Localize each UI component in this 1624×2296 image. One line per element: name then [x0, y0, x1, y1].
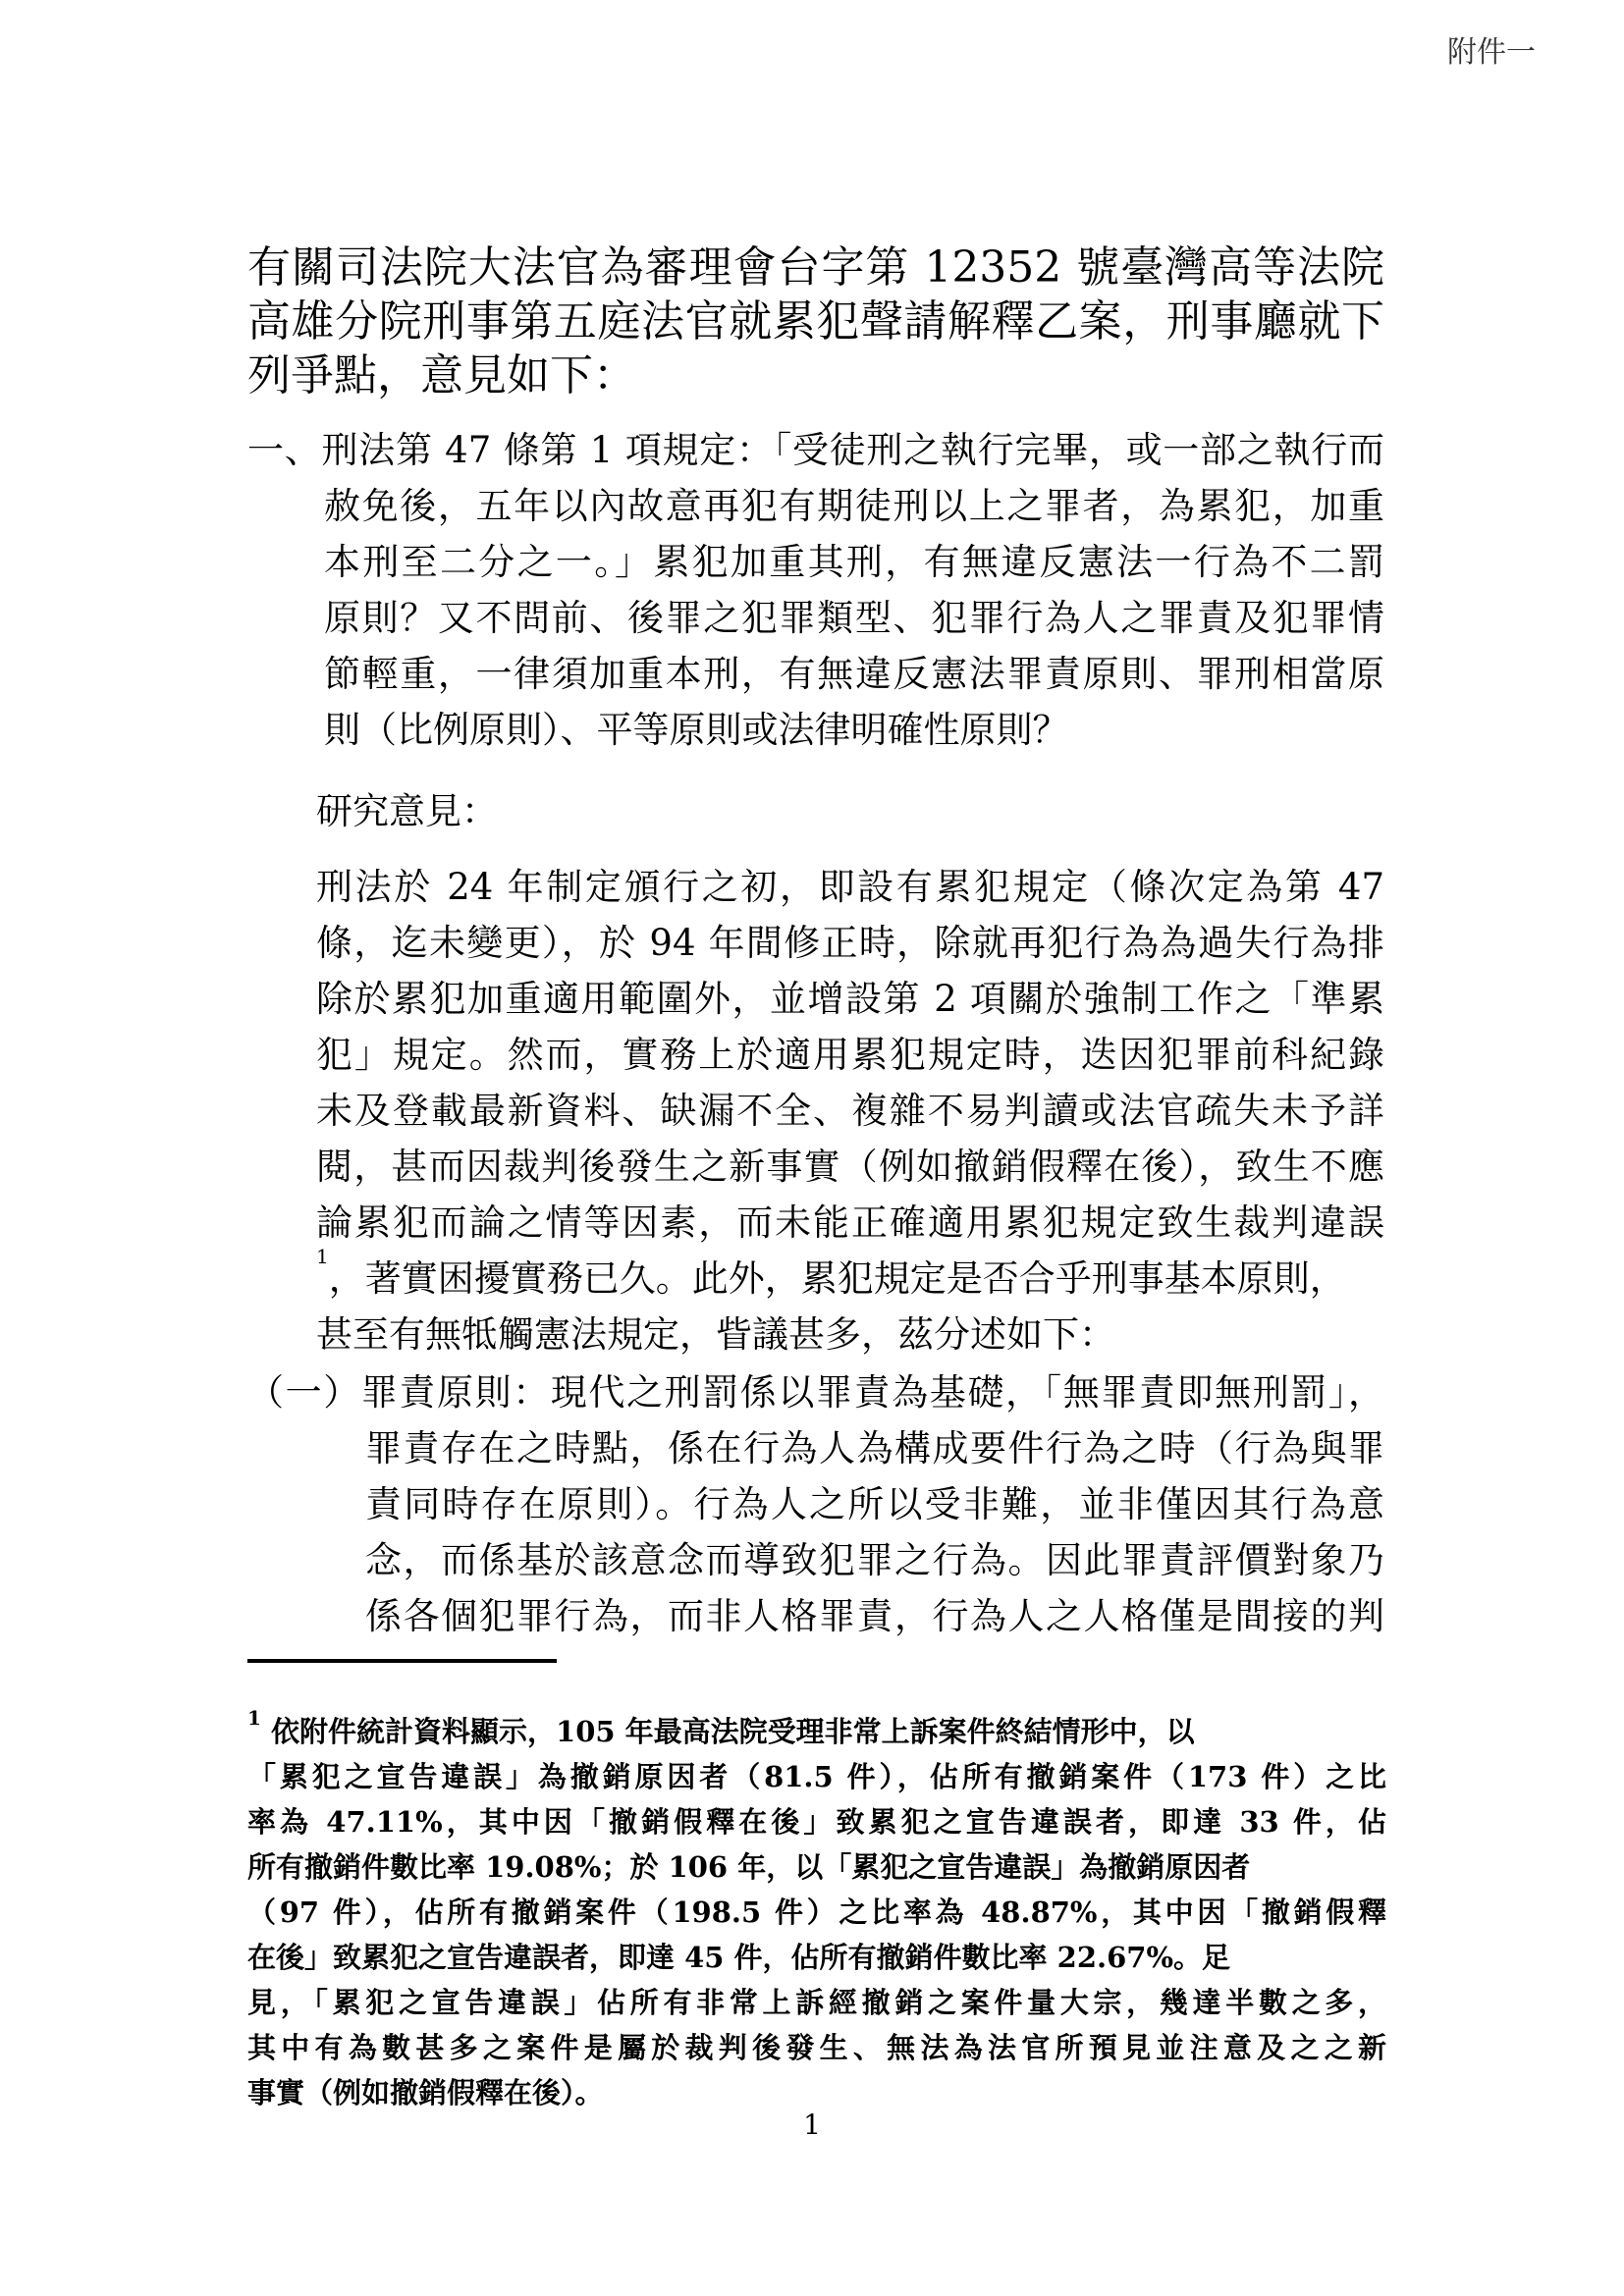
footnote-line: （97 件），佔所有撤銷案件（198.5 件）之比率為 48.87%，其中因「撤銷假釋 — [247, 1896, 1386, 1929]
footnote-number: 1 — [247, 1706, 261, 1730]
footnote-reference[interactable]: 1 — [316, 1245, 329, 1268]
title-line: 高雄分院刑事第五庭法官就累犯聲請解釋乙案，刑事廳就下 — [247, 296, 1384, 347]
question-line: 原則？又不問前、後罪之犯罪類型、犯罪行為人之罪責及犯罪情 — [324, 597, 1384, 639]
footnote-line — [247, 1706, 1386, 1750]
paragraph-line: 刑法於 24 年制定頒行之初，即設有累犯規定（條次定為第 47 — [316, 866, 1384, 908]
section-line: （一）罪責原則：現代之刑罰係以罪責為基礎，「無罪責即無刑罰」， — [247, 1371, 1384, 1414]
paragraph-line: 論累犯而論之情等因素，而未能正確適用累犯規定致生裁判違誤 — [316, 1201, 1384, 1244]
section-line: 責同時存在原則）。行為人之所以受非難，並非僅因其行為意 — [365, 1483, 1384, 1525]
paragraph-line: 犯」規定。然而，實務上於適用累犯規定時，迭因犯罪前科紀錄 — [316, 1034, 1384, 1076]
question-line: 本刑至二分之一。」累犯加重其刑，有無違反憲法一行為不二罰 — [324, 541, 1384, 583]
footnote-line: 「累犯之宣告違誤」為撤銷原因者（81.5 件），佔所有撤銷案件（173 件）之比 — [247, 1760, 1386, 1793]
footnote-line: 在後」致累犯之宣告違誤者，即達 45 件，佔所有撤銷件數比率 22.67%。足 — [247, 1941, 1231, 1974]
attachment-label: 附件一 — [1447, 35, 1536, 70]
section-line: 罪責存在之時點，係在行為人為構成要件行為之時（行為與罪 — [365, 1427, 1384, 1469]
footnote-text: 依附件統計資料顯示，105 年最高法院受理非常上訴案件終結情形中，以 — [260, 1715, 1195, 1748]
paragraph-text: ，著實困擾實務已久。此外，累犯規定是否合乎刑事基本原則， — [328, 1257, 1346, 1300]
footnote-separator — [247, 1659, 557, 1663]
page-number: 1 — [803, 2109, 821, 2141]
paragraph-line: 甚至有無牴觸憲法規定，眥議甚多，茲分述如下： — [316, 1313, 1115, 1356]
section-line: 念，而係基於該意念而導致犯罪之行為。因此罪責評價對象乃 — [365, 1539, 1384, 1581]
paragraph-line: 除於累犯加重適用範圍外，並增設第 2 項關於強制工作之「準累 — [316, 978, 1384, 1020]
question-line: 則（比例原則）、平等原則或法律明確性原則？ — [324, 709, 1069, 751]
title-line: 有關司法院大法官為審理會台字第 12352 號臺灣高等法院 — [247, 242, 1384, 293]
paragraph-line: 條，迄未變更），於 94 年間修正時，除就再犯行為為過失行為排 — [316, 922, 1384, 964]
footnote-line: 事實（例如撤銷假釋在後）。 — [247, 2076, 604, 2109]
title-line: 列爭點，意見如下： — [247, 350, 636, 400]
question-line: 赦免後，五年以內故意再犯有期徒刑以上之罪者，為累犯，加重 — [324, 485, 1384, 527]
footnote-line: 率為 47.11%，其中因「撤銷假釋在後」致累犯之宣告違誤者，即達 33 件，佔 — [247, 1805, 1386, 1839]
paragraph-line — [316, 1245, 1384, 1302]
footnote-line: 其中有為數甚多之案件是屬於裁判後發生、無法為法官所預見並注意及之之新 — [247, 2031, 1386, 2064]
paragraph-line: 閱，甚而因裁判後發生之新事實（例如撤銷假釋在後），致生不應 — [316, 1146, 1384, 1188]
paragraph-line: 未及登載最新資料、缺漏不全、複雜不易判讀或法官疏失未予詳 — [316, 1090, 1384, 1132]
footnote-line: 見，「累犯之宣告違誤」佔所有非常上訴經撤銷之案件量大宗，幾達半數之多， — [247, 1986, 1386, 2019]
footnote-line: 所有撤銷件數比率 19.08%；於 106 年，以「累犯之宣告違誤」為撤銷原因者 — [247, 1850, 1251, 1884]
question-line: 一、刑法第 47 條第 1 項規定：「受徒刑之執行完畢，或一部之執行而 — [247, 429, 1384, 471]
research-heading: 研究意見： — [316, 790, 498, 832]
question-line: 節輕重，一律須加重本刑，有無違反憲法罪責原則、罪刑相當原 — [324, 653, 1384, 695]
section-line: 係各個犯罪行為，而非人格罪責，行為人之人格僅是間接的判 — [365, 1595, 1384, 1637]
